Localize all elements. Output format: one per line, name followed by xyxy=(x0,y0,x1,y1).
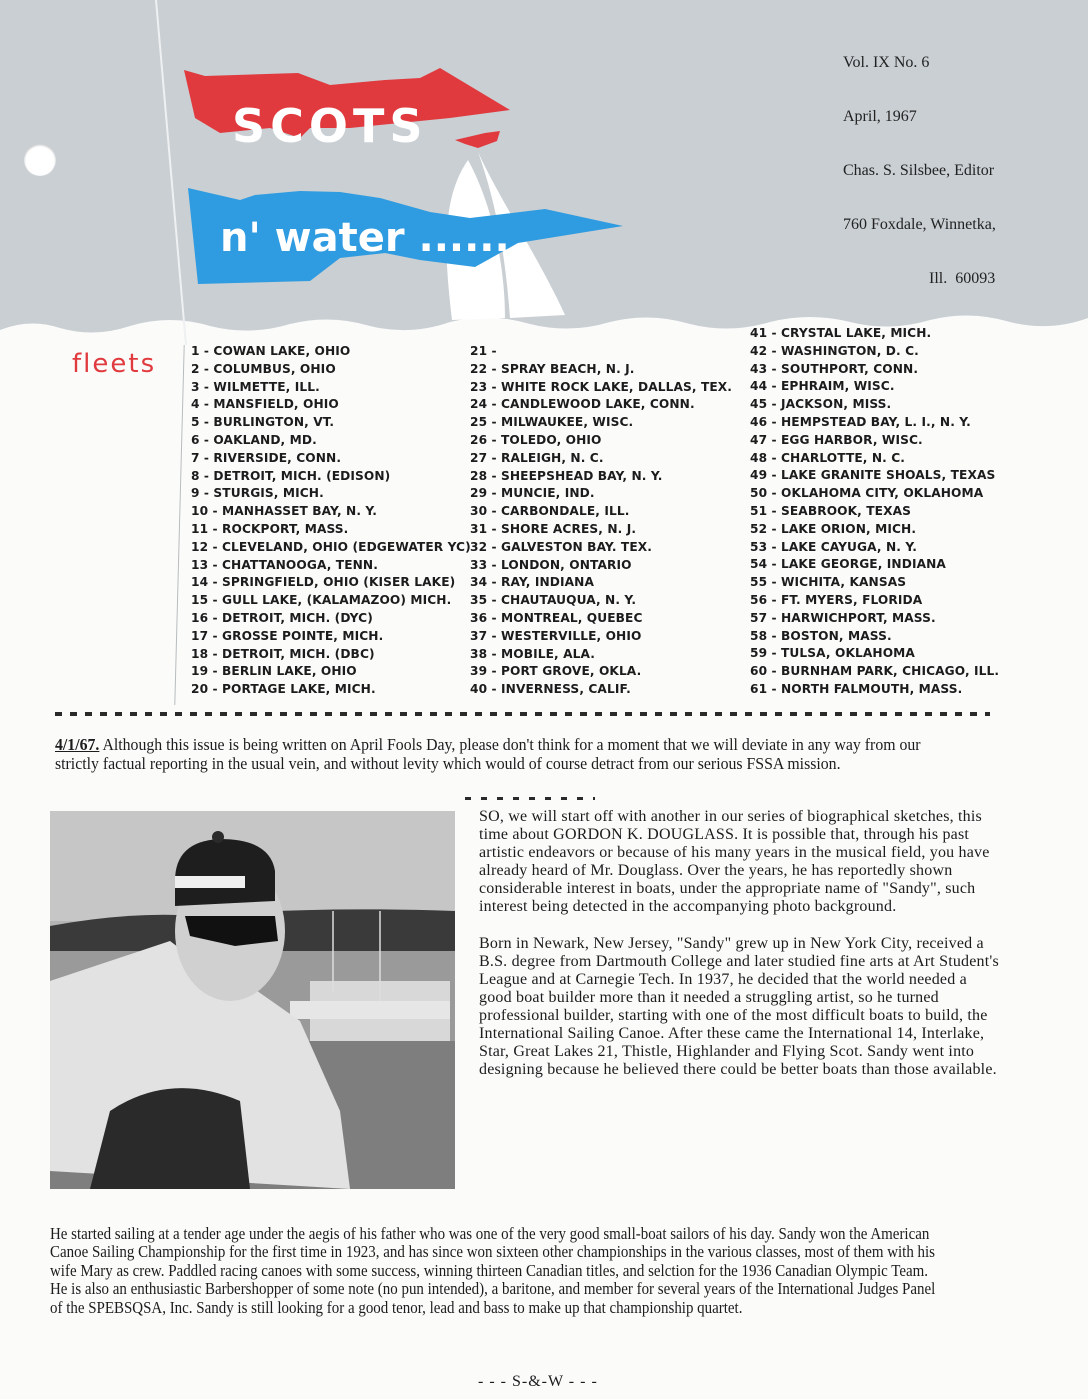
fleet-item: 3 - WILMETTE, ILL. xyxy=(191,379,320,394)
fleet-item: 42 - WASHINGTON, D. C. xyxy=(750,343,919,358)
fleet-item: 49 - LAKE GRANITE SHOALS, TEXAS xyxy=(750,468,996,483)
fleet-item: 35 - CHAUTAUQUA, N. Y. xyxy=(470,593,637,608)
editor-address: 760 Foxdale, Winnetka, xyxy=(843,216,996,233)
fleet-item: 6 - OAKLAND, MD. xyxy=(191,432,317,447)
intro-date: 4/1/67. xyxy=(55,735,100,754)
fleet-item: 40 - INVERNESS, CALIF. xyxy=(470,682,631,697)
fleet-item: 8 - DETROIT, MICH. (EDISON) xyxy=(191,468,391,483)
logo-n-water: n' water ...... xyxy=(220,215,510,261)
bio-text xyxy=(479,808,999,1097)
fleet-item: 47 - EGG HARBOR, WISC. xyxy=(750,432,923,447)
fleet-item: 46 - HEMPSTEAD BAY, L. I., N. Y. xyxy=(750,414,971,429)
photo-illustration xyxy=(50,811,455,1189)
fleet-item: 26 - TOLEDO, OHIO xyxy=(470,432,602,447)
portrait-photo xyxy=(50,811,455,1189)
fleet-item: 25 - MILWAUKEE, WISC. xyxy=(470,415,634,430)
flagpole xyxy=(156,0,186,345)
fleet-item: 59 - TULSA, OKLAHOMA xyxy=(750,646,915,661)
fleet-item: 29 - MUNCIE, IND. xyxy=(470,486,595,501)
fleet-item: 34 - RAY, INDIANA xyxy=(470,575,594,590)
bio-paragraph: SO, we will start off with another in our series of biographical sketches, this time about GORDON K. DOUGLASS. It is possible that, through his past artistic endeavors or because of his many years in the musical field, you have already heard of Mr. Douglass. Over the years, he has reportedly shown considerable interest in boats, under the appropriate name of "Sandy", such interest being detected in the accompanying photo background. xyxy=(479,808,990,916)
fleet-item: 18 - DETROIT, MICH. (DBC) xyxy=(191,646,375,661)
fleet-item: 4 - MANSFIELD, OHIO xyxy=(191,397,339,412)
red-pennant-tail xyxy=(455,131,500,148)
fleet-item: 32 - GALVESTON BAY. TEX. xyxy=(470,539,652,554)
fleet-item: 9 - STURGIS, MICH. xyxy=(191,486,324,501)
fleet-item: 20 - PORTAGE LAKE, MICH. xyxy=(191,682,376,697)
fleet-item: 2 - COLUMBUS, OHIO xyxy=(191,361,336,376)
fleet-item: 13 - CHATTANOOGA, TENN. xyxy=(191,557,378,572)
editor-name: Chas. S. Silsbee, Editor xyxy=(843,162,995,179)
fleet-item: 23 - WHITE ROCK LAKE, DALLAS, TEX. xyxy=(470,379,733,394)
fleet-item: 12 - CLEVELAND, OHIO (EDGEWATER YC) xyxy=(191,539,471,554)
fleet-item: 39 - PORT GROVE, OKLA. xyxy=(470,664,642,679)
fleet-item: 51 - SEABROOK, TEXAS xyxy=(750,503,911,518)
punch-hole xyxy=(24,144,56,176)
fleet-item: 19 - BERLIN LAKE, OHIO xyxy=(191,664,357,679)
logo-scots: SCOTS xyxy=(232,99,428,153)
fleet-item: 43 - SOUTHPORT, CONN. xyxy=(750,361,919,376)
intro-text: Although this issue is being written on April Fools Day, please don't think for a moment that we will deviate in any way from our strictly factual reporting in the usual vein, and without levity which would of course detract from our serious FSSA mission. xyxy=(55,735,921,773)
fleet-item: 52 - LAKE ORION, MICH. xyxy=(750,521,917,536)
fleet-item: 10 - MANHASSET BAY, N. Y. xyxy=(191,504,378,519)
fleet-item: 16 - DETROIT, MICH. (DYC) xyxy=(191,610,373,625)
fleet-item: 5 - BURLINGTON, VT. xyxy=(191,415,335,430)
fleet-item: 24 - CANDLEWOOD LAKE, CONN. xyxy=(470,397,695,412)
fleet-item: 1 - COWAN LAKE, OHIO xyxy=(191,344,351,358)
fleet-item: 61 - NORTH FALMOUTH, MASS. xyxy=(750,681,963,696)
fleet-item: 57 - HARWICHPORT, MASS. xyxy=(750,610,936,625)
intro-paragraph xyxy=(55,735,929,773)
fleet-item: 15 - GULL LAKE, (KALAMAZOO) MICH. xyxy=(191,593,452,608)
fleet-item: 22 - SPRAY BEACH, N. J. xyxy=(470,361,635,376)
fleet-item: 54 - LAKE GEORGE, INDIANA xyxy=(750,557,946,572)
fleet-item: 53 - LAKE CAYUGA, N. Y. xyxy=(750,539,917,554)
fleet-list-column-1 xyxy=(191,343,471,699)
bio-paragraph: Born in Newark, New Jersey, "Sandy" grew up in New York City, received a B.S. degree from Dartmouth College and later studied fine arts at Art Student's League and at Carnegie Tech. In 1937, he decided that the world needed a good boat builder more than it needed a struggling artist, so he turned professional builder, starting with one of the most difficult boats to build, the International Sailing Canoe. After these came the International 14, Interlake, Star, Great Lakes 21, Thistle, Highlander and Flying Scot. Sandy went into designing because he believed there could be better boats than those available. xyxy=(479,934,999,1079)
fleet-item: 36 - MONTREAL, QUEBEC xyxy=(470,610,643,625)
fleet-item: 31 - SHORE ACRES, N. J. xyxy=(470,521,637,536)
fleet-item: 41 - CRYSTAL LAKE, MICH. xyxy=(750,326,932,340)
fleet-item: 50 - OKLAHOMA CITY, OKLAHOMA xyxy=(750,486,984,501)
dashed-divider xyxy=(55,712,990,716)
fleets-heading: fleets xyxy=(72,349,157,379)
fleet-item: 56 - FT. MYERS, FLORIDA xyxy=(750,592,923,607)
fleet-item: 38 - MOBILE, ALA. xyxy=(470,646,595,661)
fleet-item: 14 - SPRINGFIELD, OHIO (KISER LAKE) xyxy=(191,575,456,590)
fleet-item: 60 - BURNHAM PARK, CHICAGO, ILL. xyxy=(750,664,1000,679)
fleet-item: 17 - GROSSE POINTE, MICH. xyxy=(191,628,384,643)
fleet-item: 44 - EPHRAIM, WISC. xyxy=(750,379,895,394)
fleet-divider-line xyxy=(174,345,184,705)
editor-address-city: Ill. 60093 xyxy=(929,270,996,287)
issue-info xyxy=(843,18,996,306)
fleet-item: 30 - CARBONDALE, ILL. xyxy=(470,504,630,519)
fleet-item: 21 - xyxy=(470,344,497,358)
fleet-item: 33 - LONDON, ONTARIO xyxy=(470,557,632,572)
fleet-item: 37 - WESTERVILLE, OHIO xyxy=(470,628,642,643)
issue-date: April, 1967 xyxy=(843,108,917,125)
short-dashed-divider xyxy=(465,797,595,800)
volume-number: Vol. IX No. 6 xyxy=(843,54,930,71)
fleet-list-column-3 xyxy=(750,325,999,699)
signoff: - - - S-&-W - - - xyxy=(478,1373,598,1390)
fleet-item: 58 - BOSTON, MASS. xyxy=(750,628,892,643)
fleet-item: 45 - JACKSON, MISS. xyxy=(750,397,892,412)
fleet-item: 27 - RALEIGH, N. C. xyxy=(470,450,604,465)
fleet-item: 55 - WICHITA, KANSAS xyxy=(750,575,907,590)
fleet-list-column-2 xyxy=(470,343,732,699)
fleet-item: 11 - ROCKPORT, MASS. xyxy=(191,521,349,536)
fleet-item: 7 - RIVERSIDE, CONN. xyxy=(191,450,342,465)
closing-paragraph: He started sailing at a tender age under the aegis of his father who was one of the very good small-boat sailors of his day. Sandy won the American Canoe Sailing Championship for the first time in 1923, and has since won sixteen other championships in the various classes, most of them with his wife Mary as crew. Paddled racing canoes with some success, winning thirteen Canadian titles, and selction for the 1936 Canadian Olympic Team. He is also an enthusiastic Barbershopper of some note (no pun intended), a baritone, and member for several years of the International Judges Panel of the SPEBSQSA, Inc. Sandy is still looking for a good tenor, lead and bass to make up that championship quartet. xyxy=(50,1224,936,1317)
fleet-item: 28 - SHEEPSHEAD BAY, N. Y. xyxy=(470,468,663,483)
fleet-item: 48 - CHARLOTTE, N. C. xyxy=(750,450,906,465)
